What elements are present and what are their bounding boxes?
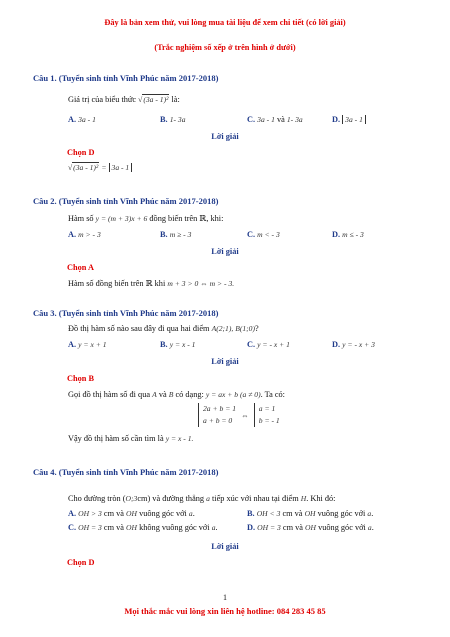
stem-text: . Khi đó: <box>306 494 336 503</box>
point-a: A <box>152 390 157 399</box>
layout-note: (Trắc nghiệm số xếp ở trên hình ở dưới) <box>154 43 296 52</box>
explain-text: Vậy đồ thị hàm số cần tìm là <box>68 434 164 443</box>
equals-sign: = <box>101 163 107 172</box>
option-label: C. <box>247 340 256 349</box>
option-text: . <box>371 523 374 532</box>
explain-text: khi <box>154 279 166 288</box>
option-value: 3a - 1 <box>257 115 275 124</box>
system-left <box>198 403 236 427</box>
option-text: cm và <box>103 509 124 518</box>
line-name: a <box>367 509 372 518</box>
page-number: 1 <box>223 593 227 602</box>
system-row: 2a + b = 1 <box>203 404 237 413</box>
option-text: vuông góc với <box>318 523 366 532</box>
system-row: a + b = 0 <box>203 416 233 425</box>
option-value: m ≤ - 3 <box>342 230 364 239</box>
q4-option-d <box>247 523 374 532</box>
line-name: a <box>367 523 372 532</box>
equivalence-arrow: ⇔ <box>241 410 249 420</box>
question-4-stem <box>68 494 336 503</box>
option-label: C. <box>247 115 256 124</box>
line-name: a <box>211 523 216 532</box>
stem-text: cm) và đường thẳng <box>137 494 205 503</box>
option-value: y = x - 1 <box>169 340 196 349</box>
point-h: H <box>300 494 307 503</box>
system-right <box>254 403 280 427</box>
option-label: B. <box>160 230 168 239</box>
question-1-title: Câu 1. (Tuyển sinh tỉnh Vĩnh Phúc năm 2017-2018) <box>33 73 219 83</box>
option-value: 3a - 1 <box>78 115 96 124</box>
option-text: cm và <box>282 523 303 532</box>
q1-explanation <box>68 163 132 172</box>
option-value: 1- 3a <box>169 115 186 124</box>
stem-text: Hàm số <box>68 214 94 223</box>
line-equation: y = ax + b (a ≠ 0) <box>205 390 261 399</box>
stem-text: tiếp xúc với nhau tại điểm <box>212 494 299 503</box>
stem-text: Đồ thị hàm số nào sau đây đi qua hai điểm <box>68 324 210 333</box>
option-text: vuông góc với <box>139 509 187 518</box>
q1-solution-heading: Lời giải <box>211 132 239 141</box>
question-3-title: Câu 3. (Tuyển sinh tỉnh Vĩnh Phúc năm 2017-2018) <box>33 308 219 318</box>
q4-solution-heading: Lời giải <box>211 542 239 551</box>
q2-answer: Chọn A <box>67 263 94 272</box>
segment-oh: OH <box>304 509 316 518</box>
option-text: cm và <box>282 509 303 518</box>
segment-oh: OH <box>126 509 138 518</box>
explain-text: và <box>158 390 167 399</box>
option-label: A. <box>68 115 77 124</box>
option-value: OH = 3 <box>257 523 281 532</box>
real-numbers-symbol: ℝ <box>199 214 207 223</box>
q1-option-b <box>160 115 186 124</box>
q2-option-b <box>160 230 191 239</box>
q1-option-d <box>332 115 366 124</box>
segment-oh: OH <box>305 523 317 532</box>
stem-expression: √(3a - 1)² <box>138 95 169 104</box>
q2-solution-heading: Lời giải <box>211 247 239 256</box>
q3-explanation <box>68 390 285 399</box>
option-text: vuông góc với <box>317 509 366 518</box>
q4-answer: Chọn D <box>67 558 95 567</box>
system-row: b = - 1 <box>258 416 280 425</box>
option-value: OH > 3 <box>78 509 102 518</box>
stem-text: Cho đường tròn ( <box>68 494 126 503</box>
explain-text: . Ta có: <box>260 390 285 399</box>
question-3-stem <box>68 324 259 333</box>
q1-option-c <box>247 115 303 124</box>
hotline-footer: Mọi thắc mắc vui lòng xin liên hệ hotline: 084 283 45 85 <box>124 606 326 616</box>
line-name: a <box>206 494 210 503</box>
point-a: A(2;1) <box>211 324 232 333</box>
q2-explanation <box>68 278 234 288</box>
explain-text: Hàm số đồng biến trên <box>68 279 144 288</box>
q3-option-b <box>160 340 195 349</box>
option-label: D. <box>247 523 256 532</box>
question-2-title: Câu 2. (Tuyển sinh tỉnh Vĩnh Phúc năm 2017-2018) <box>33 196 219 206</box>
segment-oh: OH <box>126 523 138 532</box>
q3-option-a <box>68 340 107 349</box>
preview-banner: Đây là bản xem thử, vui lòng mua tài liệu để xem chi tiết (có lời giải) <box>104 18 346 27</box>
stem-expression: y = (m + 3)x + 6 <box>95 214 148 223</box>
option-value: OH < 3 <box>256 509 281 518</box>
real-numbers-symbol: ℝ <box>145 279 153 288</box>
option-value: m ≥ - 3 <box>169 230 192 239</box>
point-b: B <box>168 390 174 399</box>
q2-option-c <box>247 230 280 239</box>
question-4-title: Câu 4. (Tuyển sinh tỉnh Vĩnh Phúc năm 2017-2018) <box>33 467 219 477</box>
q3-conclusion <box>68 434 193 443</box>
stem-text: ? <box>255 324 259 333</box>
stem-text: là: <box>171 95 180 104</box>
q3-option-c <box>247 340 290 349</box>
q3-option-d <box>332 340 375 349</box>
explain-text: Gọi đồ thị hàm số đi qua <box>68 390 151 399</box>
option-label: C. <box>68 523 77 532</box>
system-row: a = 1 <box>258 404 276 413</box>
option-text: cm và <box>103 523 124 532</box>
q3-solution-heading: Lời giải <box>211 357 239 366</box>
answer-equation: y = x - 1. <box>165 434 194 443</box>
q1-option-a <box>68 115 96 124</box>
option-label: B. <box>247 509 255 518</box>
option-value: m > - 3 <box>78 230 101 239</box>
explain-text: có dạng: <box>175 390 204 399</box>
option-label: D. <box>332 230 341 239</box>
explain-expression: m + 3 > 0 ⇔ m > - 3. <box>167 279 235 288</box>
option-value: OH = 3 <box>78 523 102 532</box>
option-text: . <box>371 509 374 518</box>
option-value: y = x + 1 <box>78 340 107 349</box>
option-value: 1- 3a <box>286 115 303 124</box>
option-label: B. <box>160 340 168 349</box>
circle-notation: O;3 <box>125 494 138 503</box>
option-label: B. <box>160 115 168 124</box>
stem-text: , khi: <box>206 214 224 223</box>
option-text: và <box>276 115 285 124</box>
option-text: . <box>215 523 218 532</box>
line-name: a <box>188 509 193 518</box>
q3-equation-system <box>198 403 280 427</box>
option-value: m < - 3 <box>257 230 280 239</box>
option-label: A. <box>68 509 77 518</box>
option-label: D. <box>332 115 341 124</box>
explain-expression: √(3a - 1)² <box>68 163 99 172</box>
q2-option-a <box>68 230 101 239</box>
point-b: , B(1;0) <box>231 324 256 333</box>
option-label: A. <box>68 340 77 349</box>
stem-text: Giá trị của biểu thức <box>68 95 137 104</box>
option-label: A. <box>68 230 77 239</box>
question-1-stem <box>68 95 180 104</box>
option-label: D. <box>332 340 341 349</box>
q4-option-b <box>247 509 373 518</box>
option-value: y = - x + 1 <box>257 340 290 349</box>
explain-expression: 3a - 1 <box>109 163 133 172</box>
option-text: không vuông góc với <box>139 523 210 532</box>
option-label: C. <box>247 230 256 239</box>
q4-option-c <box>68 523 218 532</box>
question-2-stem <box>68 213 223 223</box>
q3-answer: Chọn B <box>67 374 94 383</box>
stem-text: đồng biến trên <box>149 214 198 223</box>
q1-answer: Chọn D <box>67 148 95 157</box>
q2-option-d <box>332 230 364 239</box>
option-text: . <box>192 509 195 518</box>
option-value: 3a - 1 <box>342 115 366 124</box>
q4-option-a <box>68 509 195 518</box>
option-value: y = - x + 3 <box>342 340 375 349</box>
